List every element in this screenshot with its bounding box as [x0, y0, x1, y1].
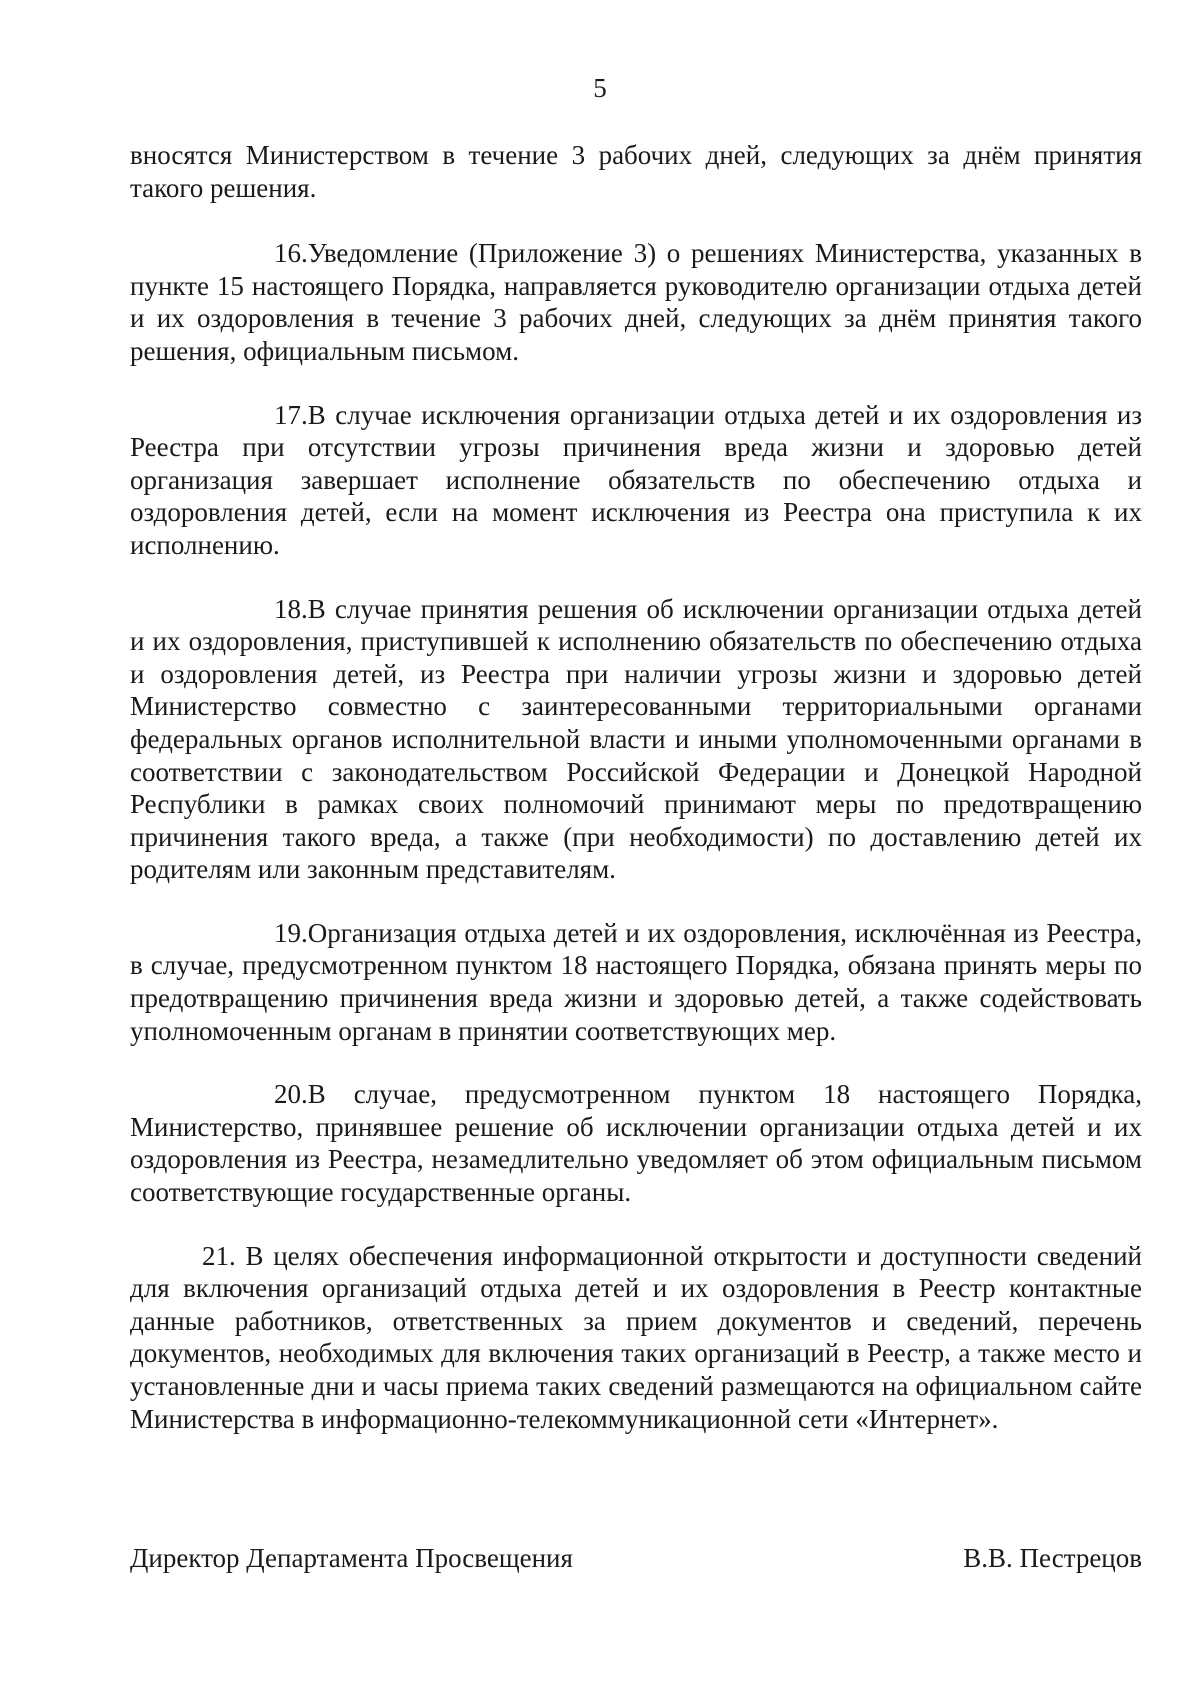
- paragraph-number: 18.: [274, 593, 308, 624]
- paragraph-16: [130, 237, 1142, 367]
- signatory-position: Директор Департамента Просвещения: [130, 1543, 573, 1573]
- paragraph-text: В целях обеспечения информационной открытости и доступности сведений для включения организаций отдыха детей и их оздоровления в Реестр контактные данные работников, ответственных за прием документов и сведений, перечень документов, необходимых для включения таких организаций в Реестр, а также место и установленные дни и часы приема таких сведений размещаются на официальном сайте Министерства в информационно-телекоммуникационной сети «Интернет».: [130, 1240, 1142, 1434]
- paragraph-number: 16.: [274, 238, 308, 269]
- signatory-name: В.В. Пестрецов: [963, 1543, 1142, 1573]
- paragraph-number: 20.: [274, 1079, 308, 1110]
- paragraph-number: 21.: [202, 1240, 236, 1271]
- paragraph-21: [130, 1240, 1142, 1436]
- page-number: 5: [593, 73, 607, 103]
- paragraph-20: [130, 1078, 1142, 1208]
- paragraph-18: [130, 593, 1142, 886]
- paragraph-number: 19.: [274, 917, 308, 948]
- document-body: [130, 139, 1142, 1435]
- paragraph-17: [130, 399, 1142, 562]
- paragraph-text: В случае принятия решения об исключении организации отдыха детей и их оздоровления, приступившей к исполнению обязательств по обеспечению отдыха и оздоровления детей, из Реестра при наличии угрозы жизни и здоровью детей Министерство совместно с заинтересованными территориальными органами федеральных органов исполнительной власти и иными уполномоченными органами в соответствии с законодательством Российской Федерации и Донецкой Народной Республики в рамках своих полномочий принимают меры по предотвращению причинения такого вреда, а также (при необходимости) по доставлению детей их родителям или законным представителям.: [130, 593, 1142, 885]
- intro-paragraph: вносятся Министерством в течение 3 рабочих дней, следующих за днём принятия такого решения.: [130, 140, 1142, 203]
- signature-block: [130, 1542, 1142, 1574]
- paragraph-19: [130, 917, 1142, 1047]
- paragraph-text: В случае исключения организации отдыха детей и их оздоровления из Реестра при отсутствии угрозы причинения вреда жизни и здоровью детей организация завершает исполнение обязательств по обеспечению отдыха и оздоровления детей, если на момент исключения из Реестра она приступила к их исполнению.: [130, 399, 1142, 560]
- paragraph-text: В случае, предусмотренном пунктом 18 настоящего Порядка, Министерство, принявшее решение об исключении организации отдыха детей и их оздоровления из Реестра, незамедлительно уведомляет об этом официальным письмом соответствующие государственные органы.: [130, 1079, 1142, 1208]
- paragraph-number: 17.: [274, 399, 308, 430]
- paragraph-text: Уведомление (Приложение 3) о решениях Министерства, указанных в пункте 15 настоящего Порядка, направляется руководителю организации отдыха детей и их оздоровления в течение 3 рабочих дней, следующих за днём принятия такого решения, официальным письмом.: [130, 238, 1142, 366]
- paragraph-text: Организация отдыха детей и их оздоровления, исключённая из Реестра, в случае, предусмотренном пунктом 18 настоящего Порядка, обязана принять меры по предотвращению причинения вреда жизни и здоровью детей, а также содействовать уполномоченным органам в принятии соответствующих мер.: [130, 917, 1142, 1046]
